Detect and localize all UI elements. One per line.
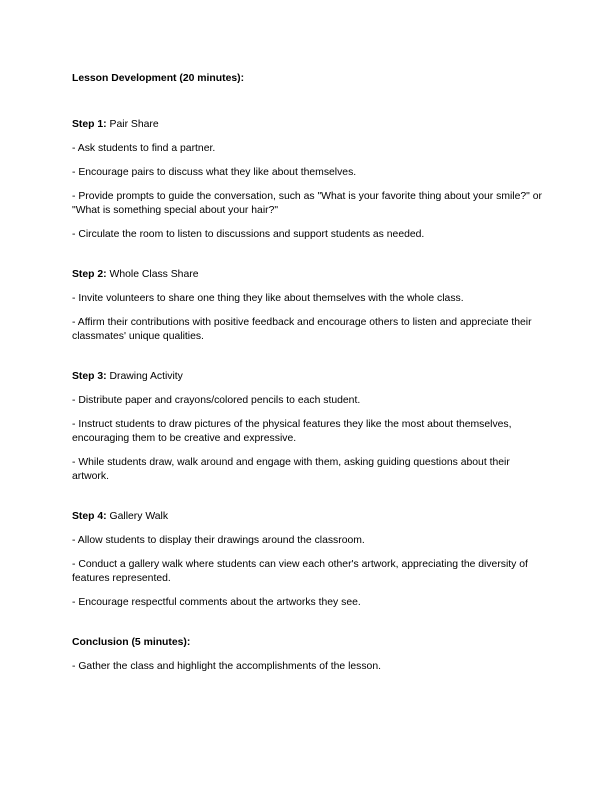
step-2-label: Step 2:: [72, 269, 107, 280]
step-2-section: [72, 268, 542, 344]
step-2-name: Whole Class Share: [109, 269, 199, 280]
step-3-label: Step 3:: [72, 371, 107, 382]
conclusion-heading: Conclusion (5 minutes):: [72, 637, 191, 648]
document-content: [72, 72, 542, 674]
step-1-label: Step 1:: [72, 119, 107, 130]
step-2-title: [72, 268, 542, 282]
step-4-item: - Encourage respectful comments about the artworks they see.: [72, 597, 361, 608]
step-4-label: Step 4:: [72, 511, 107, 522]
step-3-item: - Instruct students to draw pictures of the physical features they like the most about themselves, encouraging them to be creative and expressive.: [72, 419, 512, 444]
step-1-name: Pair Share: [109, 119, 159, 130]
step-4-item: - Allow students to display their drawings around the classroom.: [72, 535, 365, 546]
step-1-title: [72, 118, 542, 132]
step-3-title: [72, 370, 542, 384]
step-3-section: [72, 370, 542, 484]
step-3-name: Drawing Activity: [109, 371, 183, 382]
step-2-item: - Invite volunteers to share one thing they like about themselves with the whole class.: [72, 293, 464, 304]
step-1-item: - Encourage pairs to discuss what they like about themselves.: [72, 167, 357, 178]
step-1-item: - Circulate the room to listen to discussions and support students as needed.: [72, 229, 425, 240]
step-1-section: [72, 118, 542, 242]
step-3-item: - While students draw, walk around and engage with them, asking guiding questions about their artwork.: [72, 457, 510, 482]
conclusion-section: [72, 636, 542, 674]
step-1-item: - Ask students to find a partner.: [72, 143, 216, 154]
lesson-development-heading: Lesson Development (20 minutes):: [72, 73, 245, 84]
conclusion-item: - Gather the class and highlight the accomplishments of the lesson.: [72, 661, 381, 672]
step-3-item: - Distribute paper and crayons/colored pencils to each student.: [72, 395, 361, 406]
step-4-name: Gallery Walk: [109, 511, 169, 522]
step-1-item: - Provide prompts to guide the conversation, such as "What is your favorite thing about your smile?" or "What is something special about your hair?": [72, 191, 542, 216]
step-2-item: - Affirm their contributions with positive feedback and encourage others to listen and appreciate their classmates' unique qualities.: [72, 317, 532, 342]
step-4-title: [72, 510, 542, 524]
step-4-section: [72, 510, 542, 610]
step-4-item: - Conduct a gallery walk where students can view each other's artwork, appreciating the diversity of features represented.: [72, 559, 528, 584]
